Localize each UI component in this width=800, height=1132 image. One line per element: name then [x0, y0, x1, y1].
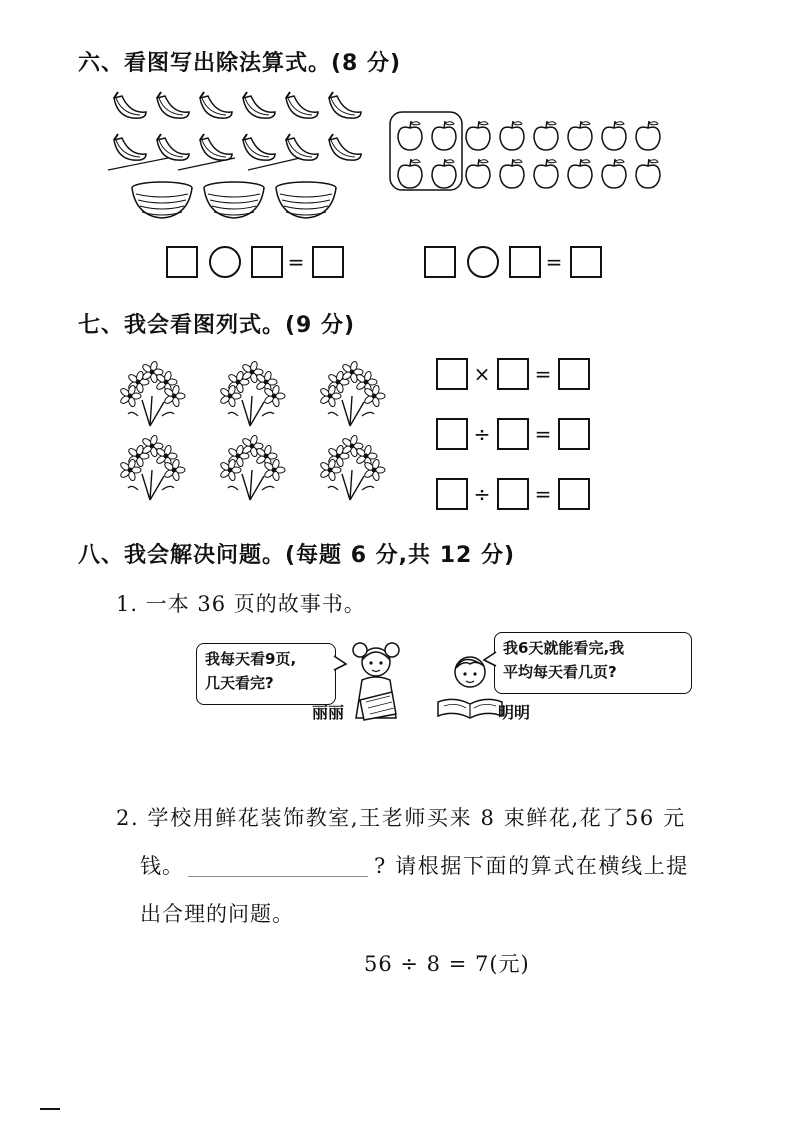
equals-sign: = [534, 362, 552, 386]
apple-icon [534, 159, 558, 188]
name-mingming: 明明 [498, 703, 531, 722]
baskets-illustration [130, 160, 350, 230]
apple-icon [432, 121, 456, 150]
apple-icon [500, 121, 524, 150]
banana-icon [329, 92, 361, 118]
equals-sign: = [287, 250, 305, 274]
apple-icon [398, 159, 422, 188]
flower-bunch-icon [319, 361, 385, 426]
multiply-sign: × [473, 362, 491, 386]
answer-box[interactable] [558, 418, 590, 450]
answer-box[interactable] [497, 358, 529, 390]
banana-icon [200, 92, 232, 118]
banana-icon [329, 134, 361, 160]
answer-box[interactable] [570, 246, 602, 278]
apple-icon [602, 121, 626, 150]
equals-sign: = [545, 250, 563, 274]
flower-bunch-icon [119, 435, 185, 500]
answer-blank-line[interactable] [188, 876, 368, 877]
question-2-line1: 2. 学校用鲜花装饰教室,王老师买来 8 束鲜花,花了56 元 [116, 806, 686, 830]
equals-sign: = [534, 422, 552, 446]
basket-icon [132, 182, 192, 218]
banana-icon [157, 134, 189, 160]
banana-icon [286, 134, 318, 160]
answer-box[interactable] [166, 246, 198, 278]
speech-bubble-lili [196, 643, 336, 705]
section7-title: 七、我会看图列式。(9 分) [78, 313, 356, 338]
flower-bunch-icon [219, 361, 285, 426]
flower-bunch-icon [119, 361, 185, 426]
banana-icon [200, 134, 232, 160]
banana-icon [286, 92, 318, 118]
bubble-line: 几天看完? [205, 674, 274, 692]
answer-box[interactable] [436, 418, 468, 450]
answer-box[interactable] [497, 478, 529, 510]
bubble-line: 我每天看9页, [205, 650, 297, 668]
question-1-text: 1. 一本 36 页的故事书。 [116, 592, 366, 616]
bubble-line: 平均每天看几页? [503, 663, 617, 681]
apple-icon [466, 121, 490, 150]
apples-illustration [388, 110, 678, 195]
apple-icon [602, 159, 626, 188]
answer-box[interactable] [436, 358, 468, 390]
basket-icon [204, 182, 264, 218]
banana-icon [243, 134, 275, 160]
apple-icon [432, 159, 456, 188]
section8-title: 八、我会解决问题。(每题 6 分,共 12 分) [78, 543, 516, 568]
page-footer-mark [40, 1108, 60, 1110]
banana-icon [114, 134, 146, 160]
apple-icon [636, 159, 660, 188]
flower-bunch-icon [219, 435, 285, 500]
answer-box[interactable] [558, 478, 590, 510]
answer-box[interactable] [497, 418, 529, 450]
apple-icon [568, 121, 592, 150]
answer-box[interactable] [251, 246, 283, 278]
name-lili: 丽丽 [312, 703, 345, 722]
basket-icon [276, 182, 336, 218]
answer-box[interactable] [312, 246, 344, 278]
answer-box[interactable] [424, 246, 456, 278]
equals-sign: = [534, 482, 552, 506]
banana-icon [114, 92, 146, 118]
bubble-line: 我6天就能看完,我 [503, 639, 625, 657]
answer-box[interactable] [558, 358, 590, 390]
operator-circle[interactable] [467, 246, 499, 278]
banana-icon [243, 92, 275, 118]
section6-title: 六、看图写出除法算式。(8 分) [78, 51, 402, 76]
bubble-tail-icon [483, 652, 497, 668]
apple-icon [398, 121, 422, 150]
girl-lili-illustration [340, 640, 420, 725]
apple-icon [534, 121, 558, 150]
flowers-illustration [110, 360, 390, 510]
question-2-line2a: 钱。 [140, 854, 184, 878]
divide-sign: ÷ [473, 482, 491, 506]
answer-box[interactable] [436, 478, 468, 510]
flower-bunch-icon [319, 435, 385, 500]
question-2-line2b: ? 请根据下面的算式在横线上提 [374, 854, 689, 878]
banana-icon [157, 92, 189, 118]
apple-icon [568, 159, 592, 188]
question-2-formula: 56 ÷ 8 = 7(元) [364, 952, 530, 976]
operator-circle[interactable] [209, 246, 241, 278]
apple-icon [500, 159, 524, 188]
question-2-line3: 出合理的问题。 [140, 902, 294, 926]
apple-icon [636, 121, 660, 150]
apple-icon [466, 159, 490, 188]
divide-sign: ÷ [473, 422, 491, 446]
answer-box[interactable] [509, 246, 541, 278]
speech-bubble-mingming [494, 632, 692, 694]
